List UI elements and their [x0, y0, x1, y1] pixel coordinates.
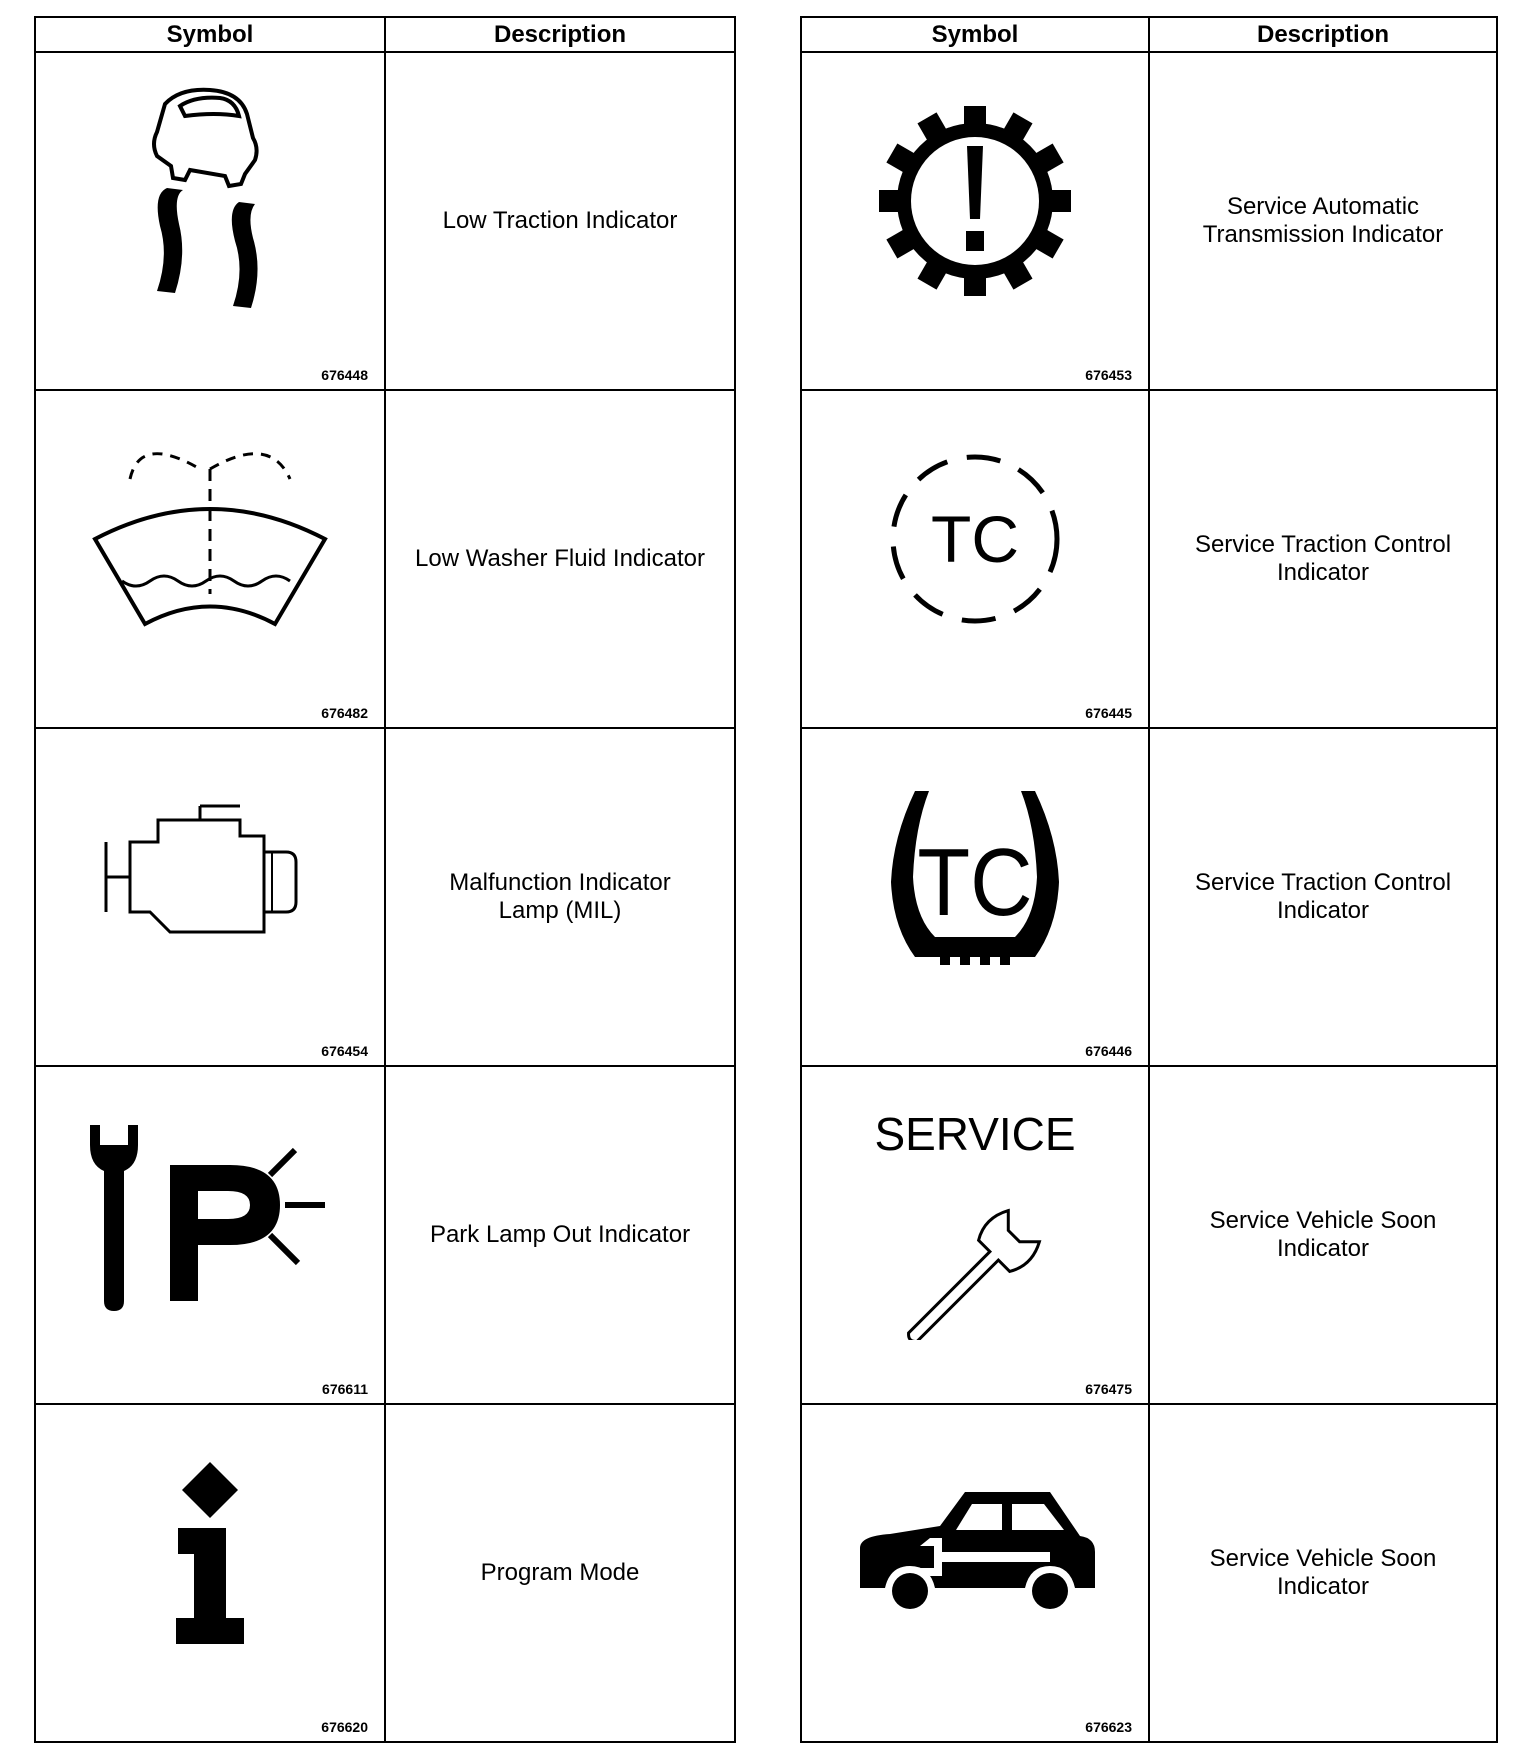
- table-header-row: [35, 17, 735, 52]
- symbol-cell: [35, 1066, 385, 1404]
- description-cell: [1149, 1404, 1497, 1742]
- symbol-cell: [35, 52, 385, 390]
- tc-label: TC: [931, 501, 1019, 576]
- figure-code: 676448: [321, 367, 368, 383]
- description-text: Low Traction Indicator: [442, 207, 678, 234]
- table-row: [801, 390, 1497, 728]
- symbol-cell: [35, 1404, 385, 1742]
- header-description: Description: [385, 17, 735, 52]
- figure-code: 676620: [321, 1719, 368, 1735]
- table-row: [35, 52, 735, 390]
- washer-fluid-icon: [90, 439, 330, 639]
- header-symbol: Symbol: [801, 17, 1149, 52]
- table-row: [801, 728, 1497, 1066]
- figure-code: 676446: [1085, 1043, 1132, 1059]
- description-text: Malfunction Indicator Lamp (MIL): [449, 869, 671, 924]
- gear-exclamation-icon: [865, 106, 1085, 296]
- engine-icon: [100, 802, 320, 952]
- figure-code: 676475: [1085, 1381, 1132, 1397]
- description-text: Program Mode: [480, 1559, 640, 1586]
- tc-label: TC: [917, 828, 1033, 936]
- tc-dashed-circle-icon: [885, 449, 1065, 629]
- description-text: Service Traction Control Indicator: [1194, 531, 1452, 586]
- symbol-cell: [801, 1066, 1149, 1404]
- symbol-cell: [801, 728, 1149, 1066]
- table-row: [801, 52, 1497, 390]
- figure-code: 676445: [1085, 705, 1132, 721]
- description-cell: [385, 728, 735, 1066]
- table-row: [801, 1404, 1497, 1742]
- description-cell: [1149, 1066, 1497, 1404]
- description-cell: [1149, 390, 1497, 728]
- table-row: [35, 728, 735, 1066]
- table-row: [35, 1066, 735, 1404]
- symbol-cell: [801, 1404, 1149, 1742]
- figure-code: 676454: [321, 1043, 368, 1059]
- info-icon: [160, 1458, 260, 1648]
- symbol-table-left: [34, 16, 736, 1743]
- table-header-row: [801, 17, 1497, 52]
- description-text: Park Lamp Out Indicator: [429, 1221, 691, 1248]
- symbol-cell: [35, 390, 385, 728]
- symbol-cell: [801, 390, 1149, 728]
- figure-code: 676453: [1085, 367, 1132, 383]
- description-text: Service Traction Control Indicator: [1194, 869, 1452, 924]
- description-cell: [385, 390, 735, 728]
- symbol-cell: [35, 728, 385, 1066]
- header-symbol: Symbol: [35, 17, 385, 52]
- symbol-table-right: [800, 16, 1498, 1743]
- description-text: Service Vehicle Soon Indicator: [1209, 1207, 1437, 1262]
- description-cell: [385, 1066, 735, 1404]
- description-text: Low Washer Fluid Indicator: [415, 545, 705, 572]
- figure-code: 676482: [321, 705, 368, 721]
- table-row: [35, 1404, 735, 1742]
- description-cell: [385, 1404, 735, 1742]
- header-description: Description: [1149, 17, 1497, 52]
- figure-code: 676623: [1085, 1719, 1132, 1735]
- low-traction-icon: [135, 86, 285, 316]
- symbol-cell: [801, 52, 1149, 390]
- description-cell: [385, 52, 735, 390]
- service-wrench-icon: [860, 1110, 1090, 1340]
- table-row: [35, 390, 735, 728]
- car-wrench-icon: [850, 1488, 1100, 1618]
- figure-code: 676611: [322, 1381, 368, 1397]
- description-text: Service Automatic Transmission Indicator: [1202, 193, 1444, 248]
- tc-tire-icon: [885, 787, 1065, 967]
- description-text: Service Vehicle Soon Indicator: [1209, 1545, 1437, 1600]
- description-cell: [1149, 728, 1497, 1066]
- park-lamp-wrench-icon: [80, 1115, 340, 1315]
- description-cell: [1149, 52, 1497, 390]
- service-label: SERVICE: [874, 1109, 1076, 1160]
- table-row: [801, 1066, 1497, 1404]
